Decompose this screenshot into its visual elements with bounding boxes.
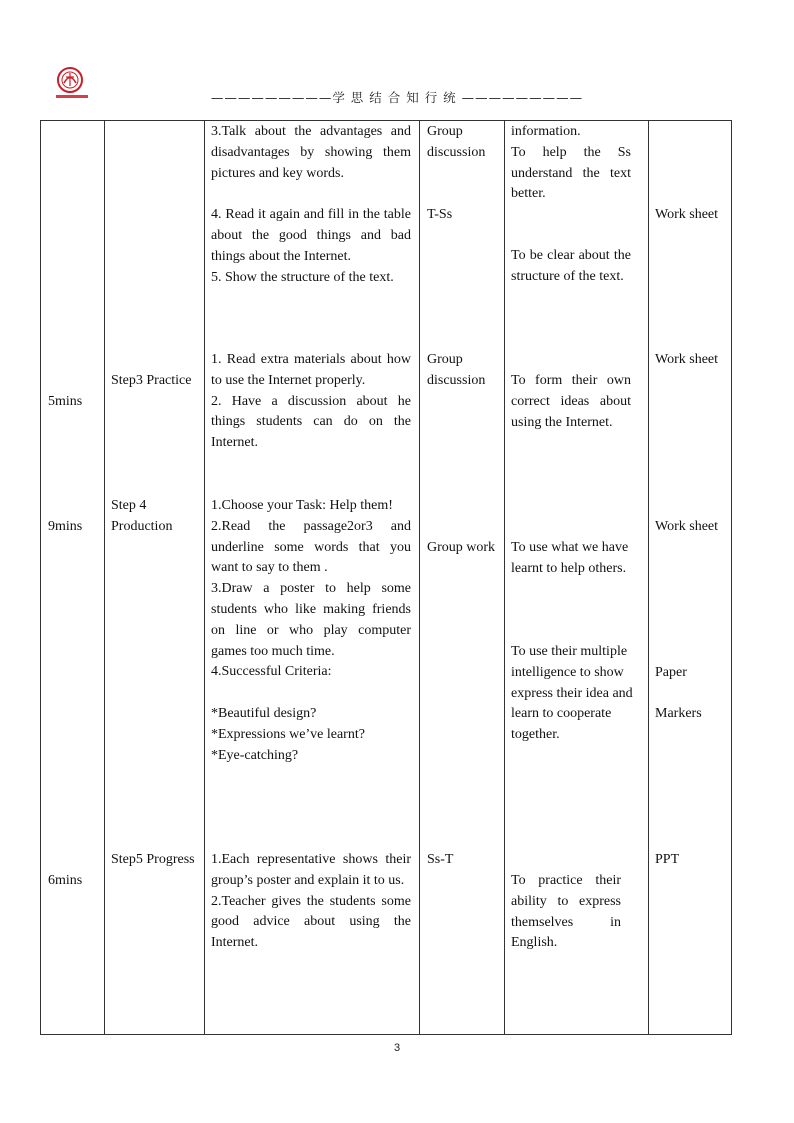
activity-cell: [211, 122, 411, 288]
activity-item: 2.Read the passage2or3 and underline some words that you want to say to them .: [211, 518, 411, 576]
step-cell: Step3 Practice: [111, 373, 192, 388]
page-number: 3: [393, 1042, 401, 1054]
purpose-cell: [511, 122, 631, 205]
column-divider: [204, 120, 205, 1035]
activity-item: 5. Show the structure of the text.: [211, 269, 394, 285]
purpose-cell: To practice their ability to express themselves in English.: [511, 873, 621, 951]
activity-item: 1.Choose your Task: Help them!: [211, 498, 393, 513]
activity-item: 2. Have a discussion about he things students can do on the Internet.: [211, 393, 411, 451]
criteria-item: *Expressions we’ve learnt?: [211, 726, 365, 742]
criteria-item: *Eye-catching?: [211, 747, 299, 763]
step-cell: Step 4 Production: [111, 498, 173, 534]
purpose-text: To use their multiple intelligence to show express their idea and learn to cooperate together.: [511, 644, 633, 743]
purpose-cell: [511, 642, 641, 746]
activity-item: 4.Successful Criteria:: [211, 664, 332, 680]
aids-cell: PPT: [655, 852, 680, 867]
purpose-cell: To form their own correct ideas about using the Internet.: [511, 373, 631, 430]
time-cell: 6mins: [48, 873, 83, 888]
time-cell: 9mins: [48, 519, 83, 534]
aids-cell: Work sheet: [655, 352, 719, 367]
purpose-cell: [511, 246, 631, 288]
activity-cell: [211, 850, 411, 954]
time-cell: 5mins: [48, 394, 83, 409]
aids-cell: [655, 205, 725, 226]
activity-item: 1. Read extra materials about how to use the Internet properly.: [211, 352, 411, 388]
step-cell: Step5 Progress: [111, 852, 195, 867]
purpose-cell: [511, 538, 633, 580]
form-cell: Ss-T: [427, 852, 454, 867]
activity-cell: [211, 350, 411, 454]
aids-text: Paper: [655, 665, 687, 680]
column-divider: [104, 120, 105, 1035]
form-text: T-Ss: [427, 207, 453, 222]
aids-cell: [655, 663, 725, 684]
activity-item: 4. Read it again and fill in the table about the good things and bad things about the Internet.: [211, 207, 411, 264]
criteria-item: *Beautiful design?: [211, 705, 317, 721]
activity-cell: [211, 496, 411, 766]
form-cell: [427, 205, 499, 226]
form-cell: Group work: [427, 540, 496, 555]
form-cell: Group discussion: [427, 352, 486, 388]
aids-text: Markers: [655, 706, 702, 721]
purpose-text: To use what we have learnt to help others.: [511, 540, 629, 576]
purpose-text: To be clear about the structure of the text.: [511, 248, 631, 284]
page-header-motto: —————————学 思 结 合 知 行 统 —————————: [210, 90, 584, 105]
aids-cell: [655, 517, 725, 538]
purpose-text: information.: [511, 124, 581, 139]
activity-item: 3.Draw a poster to help some students who like making friends on line or who play computer games too much time.: [211, 581, 411, 659]
aids-text: Work sheet: [655, 519, 719, 534]
column-divider: [504, 120, 505, 1035]
column-divider: [419, 120, 420, 1035]
column-divider: [648, 120, 649, 1035]
purpose-text: To help the Ss understand the text better.: [511, 144, 631, 202]
aids-text: Work sheet: [655, 207, 719, 222]
form-text: Group discussion: [427, 124, 486, 160]
activity-item: 2.Teacher gives the students some good advice about using the Internet.: [211, 893, 411, 951]
aids-cell: [655, 704, 725, 725]
activity-item: 1.Each representative shows their group’s poster and explain it to us.: [211, 852, 411, 888]
activity-item: 3.Talk about the advantages and disadvantages by showing them pictures and key words.: [211, 124, 411, 181]
form-cell: [427, 122, 499, 164]
